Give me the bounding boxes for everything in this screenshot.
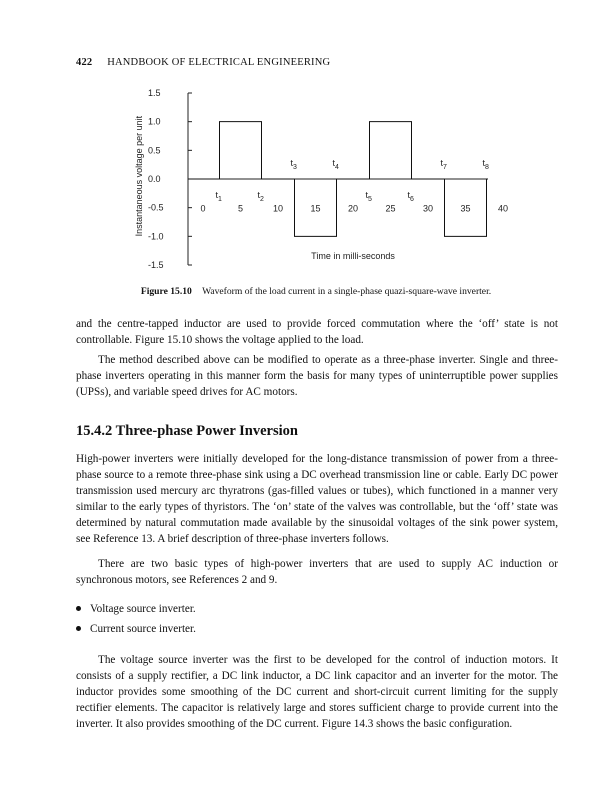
running-title: HANDBOOK OF ELECTRICAL ENGINEERING <box>107 57 331 68</box>
annotation-subscript: 8 <box>485 163 489 171</box>
annotation-base: t <box>440 157 444 168</box>
y-tick-label: 0.0 <box>148 174 161 184</box>
x-tick-label: 0 <box>200 203 206 214</box>
annotation-base: t <box>332 157 336 168</box>
x-tick-label: 10 <box>272 203 284 214</box>
annotation-subscript: 5 <box>368 196 372 204</box>
time-annotation <box>408 190 415 203</box>
paragraph-3: High-power inverters were initially developed for the long-distance transmission of power from a three-phase source to a remote three-phase sink using a DC overhead transmission line or cable. Early DC power transmission used mercury arc thyratrons (gas-filled values or tubes), which functioned in a manner very similar to the early types of thyristors. The ‘on’ state of the valves was controllable, but the ‘off’ state was determined by natural commutation made available by the sinusoidal voltages of the sink power system, see Reference 13. A brief description of three-phase inverters follows. <box>76 453 558 546</box>
x-tick-label: 5 <box>237 203 244 214</box>
annotation-subscript: 1 <box>218 196 222 204</box>
annotation-base: t <box>215 190 219 201</box>
paragraph-2: The method described above can be modified to operate as a three-phase inverter. Single and three-phase inverters operating in this manner form the basis for many types of uninterruptible power supplies (UPSs), and variable speed drives for AC motors. <box>76 354 558 399</box>
time-annotation <box>483 158 490 171</box>
x-tick-label: 20 <box>347 203 359 214</box>
list-item-text: Voltage source inverter. <box>90 603 196 615</box>
inverter-types-list <box>76 599 196 639</box>
x-axis-label: Time in milli-seconds <box>311 251 395 261</box>
x-tick-label: 40 <box>497 203 509 214</box>
time-annotation <box>366 190 373 203</box>
annotation-base: t <box>290 157 294 168</box>
page-header <box>76 57 330 68</box>
paragraph-5: The voltage source inverter was the first to be developed for the control of induction motors. It consists of a supply rectifier, a DC link inductor, a DC link capacitor and an inverter for the motor. The inductor provides some smoothing of the DC current and short-circuit current limiting for the supply rectifier elements. The capacitor is relatively large and stores sufficient charge to provide current into the inverter. It also provides smoothing of the DC current. Figure 14.3 shows the basic configuration. <box>76 654 558 731</box>
x-tick-label: 35 <box>460 203 471 214</box>
bullet-icon <box>76 606 81 611</box>
time-annotation <box>441 158 448 171</box>
x-tick-label: 15 <box>310 203 321 214</box>
annotation-subscript: 7 <box>443 163 447 171</box>
y-tick-label: -1.0 <box>148 231 164 242</box>
annotation-base: t <box>257 190 261 201</box>
x-tick-label: 30 <box>422 203 434 214</box>
annotation-base: t <box>407 190 411 201</box>
y-axis-label: Instantaneous voltage per unit <box>134 115 144 237</box>
bullet-icon <box>76 626 81 631</box>
figure-caption <box>76 286 556 297</box>
annotation-subscript: 3 <box>293 163 297 171</box>
time-annotation <box>216 190 223 203</box>
waveform-chart <box>0 80 615 280</box>
y-tick-label: 1.5 <box>148 88 161 98</box>
time-annotation <box>258 190 265 203</box>
page-number: 422 <box>76 57 93 68</box>
annotation-base: t <box>482 157 486 168</box>
annotation-subscript: 2 <box>260 196 264 204</box>
time-annotation <box>291 158 298 171</box>
y-tick-label: -0.5 <box>148 202 164 213</box>
figure-caption-text: Waveform of the load current in a single-phase quazi-square-wave inverter. <box>202 286 492 297</box>
section-heading: 15.4.2 Three-phase Power Inversion <box>76 423 298 439</box>
list-item <box>76 619 196 639</box>
waveform-figure <box>0 80 615 280</box>
y-tick-label: 1.0 <box>148 116 161 127</box>
figure-label: Figure 15.10 <box>140 286 192 297</box>
annotation-subscript: 4 <box>335 163 339 171</box>
y-tick-label: 0.5 <box>148 145 161 156</box>
annotation-base: t <box>365 190 369 201</box>
paragraph-1: and the centre-tapped inductor are used to provide forced commutation where the ‘off’ state is not controllable. Figure 15.10 shows the voltage applied to the load. <box>76 318 558 347</box>
x-tick-label: 25 <box>385 203 396 214</box>
y-tick-label: -1.5 <box>148 260 164 270</box>
paragraph-4: There are two basic types of high-power inverters that are used to supply AC induction or synchronous motors, see References 2 and 9. <box>76 558 558 587</box>
time-annotation <box>333 158 340 171</box>
list-item-text: Current source inverter. <box>90 623 196 635</box>
annotation-subscript: 6 <box>410 196 414 204</box>
list-item <box>76 599 196 619</box>
